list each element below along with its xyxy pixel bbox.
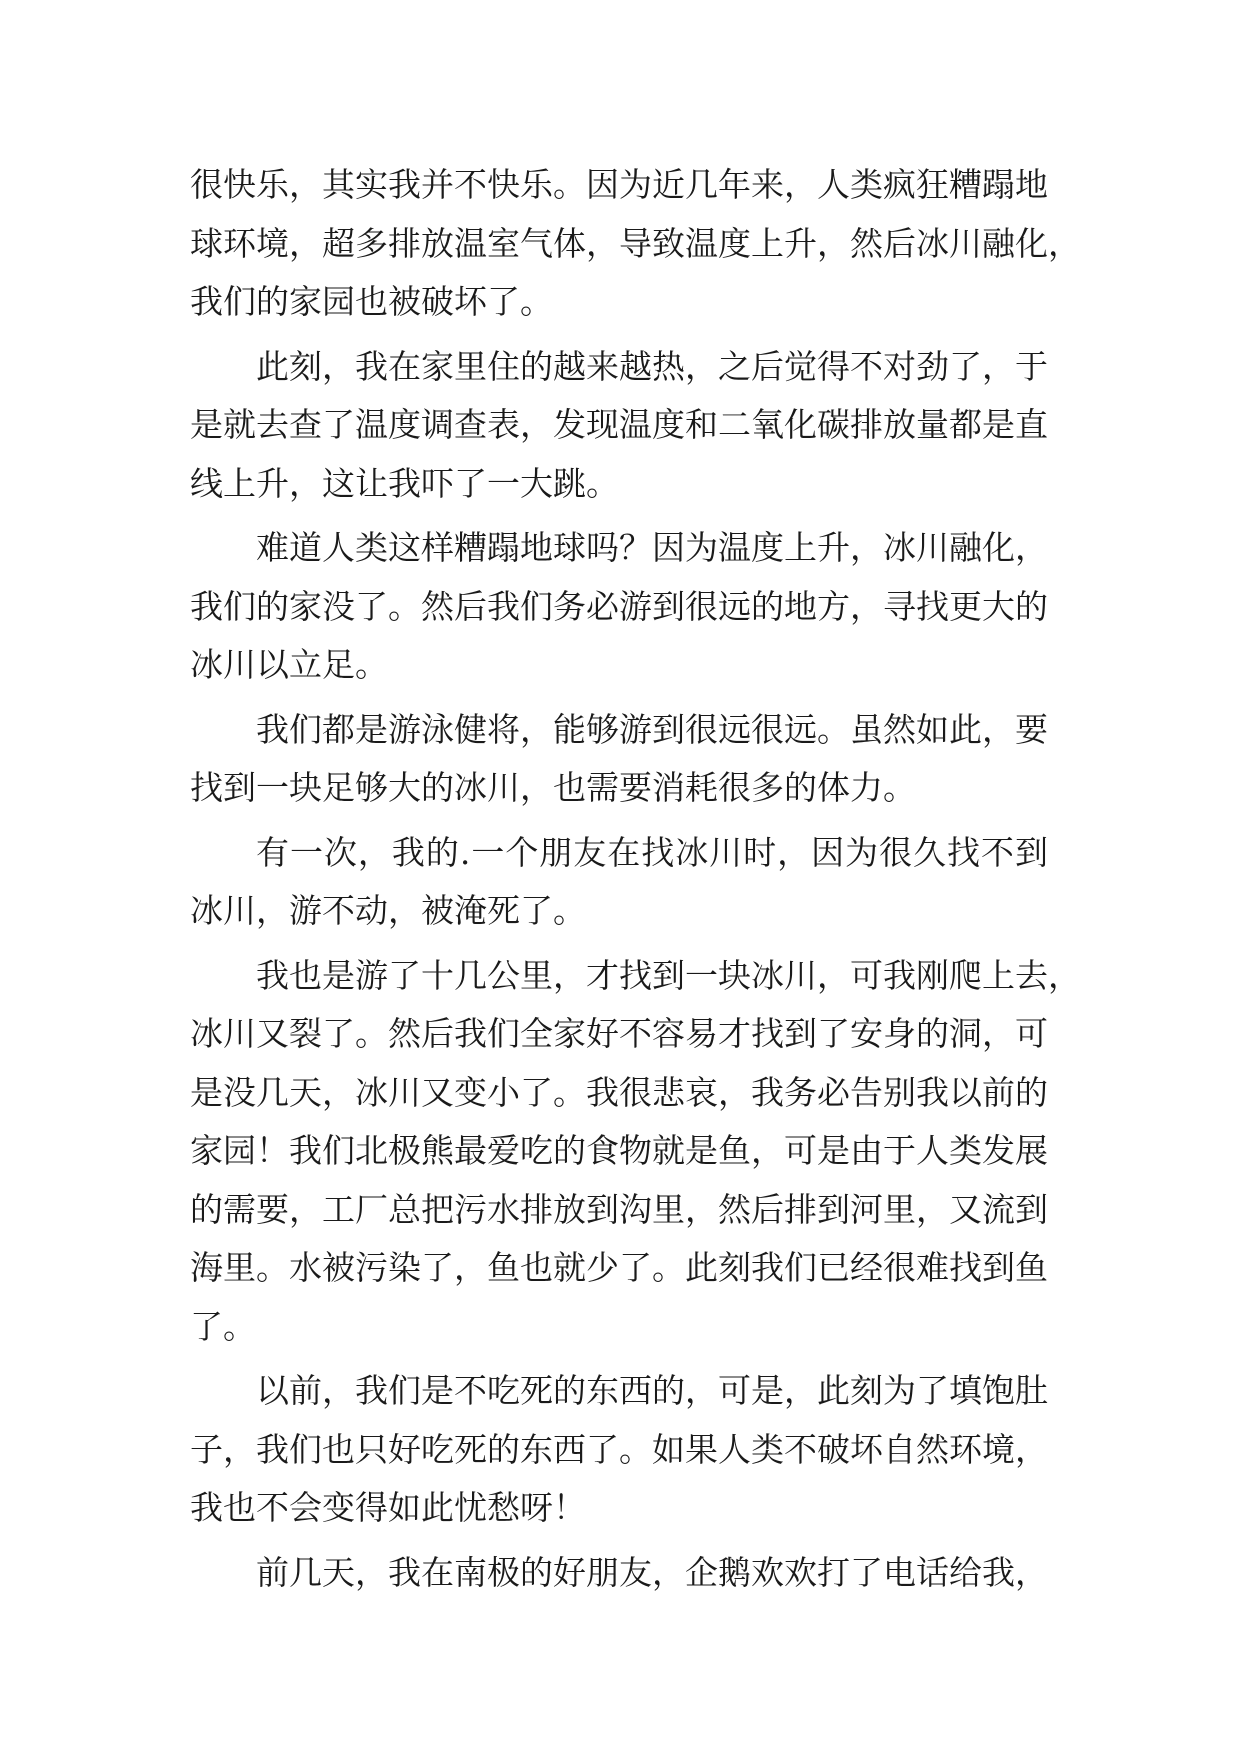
text-line: 球环境，超多排放温室气体，导致温度上升，然后冰川融化， — [190, 223, 1081, 263]
text-line: 子，我们也只好吃死的东西了。如果人类不破坏自然环境， — [190, 1429, 1048, 1469]
text-line: 是没几天，冰川又变小了。我很悲哀，我务必告别我以前的 — [190, 1072, 1048, 1112]
text-line: 海里。水被污染了，鱼也就少了。此刻我们已经很难找到鱼 — [190, 1248, 1048, 1287]
text-line: 冰川以立足。 — [190, 645, 388, 684]
text-line: 我也是游了十几公里，才找到一块冰川，可我刚爬上去， — [256, 955, 1081, 995]
paragraph — [190, 1362, 1048, 1538]
text-line: 找到一块足够大的冰川，也需要消耗很多的体力。 — [190, 768, 916, 807]
paragraph — [190, 1544, 1048, 1603]
paragraph — [190, 519, 1048, 695]
text-line: 难道人类这样糟蹋地球吗？因为温度上升，冰川融化， — [256, 528, 1048, 567]
paragraph — [190, 338, 1048, 514]
text-line: 家园！我们北极熊最爱吃的食物就是鱼，可是由于人类发展 — [190, 1131, 1048, 1170]
document-body — [190, 156, 1081, 1602]
text-line: 我们的家没了。然后我们务必游到很远的地方，寻找更大的 — [190, 586, 1048, 626]
text-line: 此刻，我在家里住的越来越热，之后觉得不对劲了，于 — [256, 346, 1048, 386]
text-line: 以前，我们是不吃死的东西的，可是，此刻为了填饱肚 — [256, 1371, 1048, 1410]
text-line: 线上升，这让我吓了一大跳。 — [190, 463, 619, 503]
text-line: 冰川又裂了。然后我们全家好不容易才找到了安身的洞，可 — [190, 1014, 1048, 1053]
text-line: 我也不会变得如此忧愁呀！ — [190, 1488, 586, 1527]
paragraph — [190, 947, 1081, 1357]
text-line: 冰川，游不动，被淹死了。 — [190, 891, 586, 930]
paragraph — [190, 701, 1048, 818]
text-line: 我们的家园也被破坏了。 — [190, 282, 553, 321]
text-line: 我们都是游泳健将，能够游到很远很远。虽然如此，要 — [256, 709, 1048, 749]
text-line: 的需要，工厂总把污水排放到沟里，然后排到河里，又流到 — [190, 1189, 1048, 1229]
paragraph — [190, 156, 1081, 332]
text-line: 有一次，我的.一个朋友在找冰川时，因为很久找不到 — [256, 832, 1048, 872]
text-line: 了。 — [190, 1306, 256, 1346]
text-line: 是就去查了温度调查表，发现温度和二氧化碳排放量都是直 — [190, 405, 1048, 444]
paragraph — [190, 824, 1048, 941]
text-line: 很快乐，其实我并不快乐。因为近几年来，人类疯狂糟蹋地 — [190, 165, 1048, 204]
text-line: 前几天，我在南极的好朋友，企鹅欢欢打了电话给我， — [256, 1552, 1048, 1592]
